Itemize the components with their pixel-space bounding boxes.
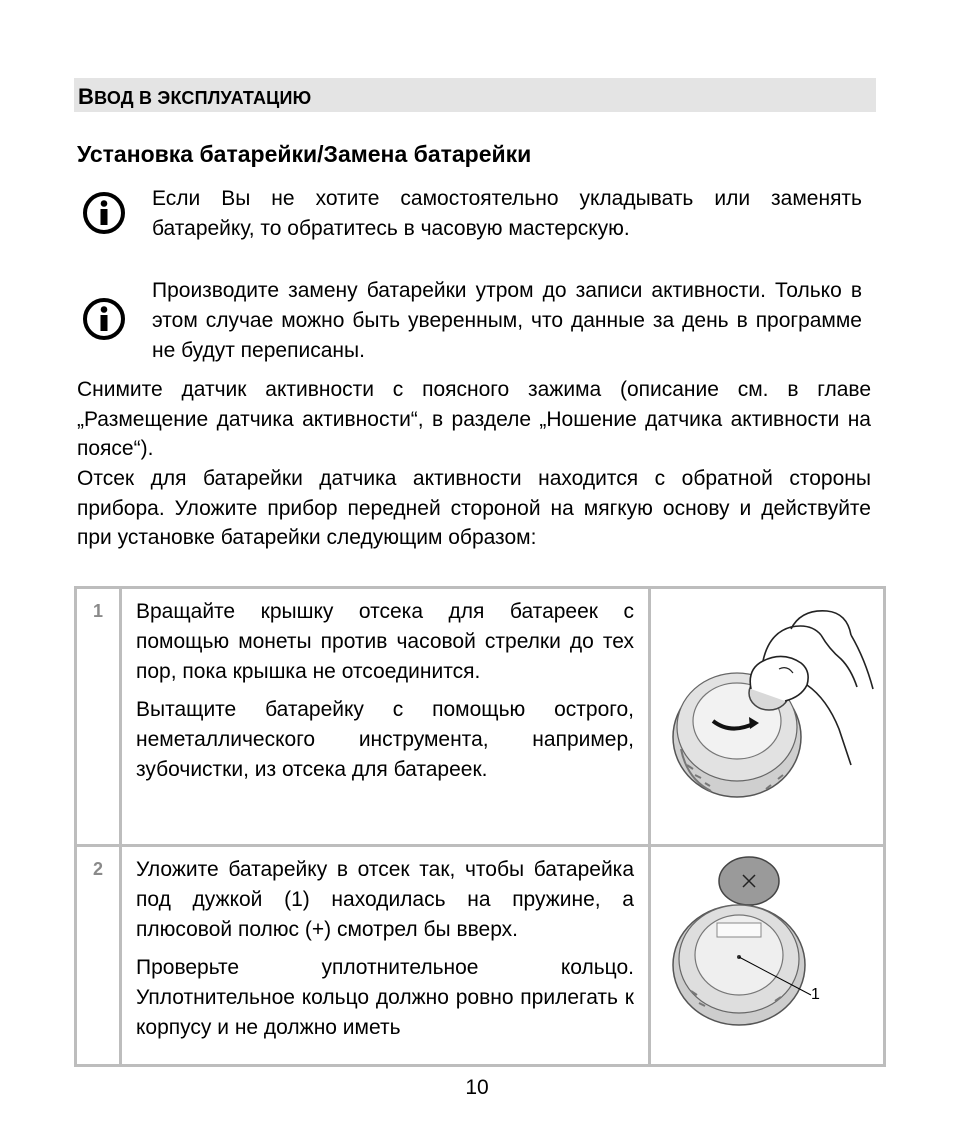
page-number: 10 <box>465 1076 489 1099</box>
step-image-cell <box>650 588 885 846</box>
info-icon <box>82 191 126 235</box>
step-instruction: Проверьте уплотнительное кольцо. Уплотнительное кольцо должно ровно прилегать к корпусу и не должно иметь <box>136 956 634 1039</box>
step-number: 1 <box>76 588 121 846</box>
step-instruction: Вращайте крышку отсека для батареек с помощью монеты против часовой стрелки до тех пор, пока крышка не отсоединится. <box>136 600 634 683</box>
section-title <box>78 84 311 110</box>
step-text <box>121 846 650 1066</box>
step-instruction: Вытащите батарейку с помощью острого, неметаллического инструмента, например, зубочистки, из отсека для батареек. <box>136 698 634 781</box>
step-instruction: Уложите батарейку в отсек так, чтобы батарейка под дужкой (1) находилась на пружине, а плюсовой полюс (+) смотрел бы вверх. <box>136 858 634 941</box>
table-row <box>76 588 885 846</box>
info-note-1: Если Вы не хотите самостоятельно укладывать или заменять батарейку, то обратитесь в часовую мастерскую. <box>152 187 862 240</box>
table-row <box>76 846 885 1066</box>
paragraph-battery-compartment: Отсек для батарейки датчика активности находится с обратной стороны прибора. Уложите прибор передней стороной на мягкую основу и действуйте при установке батарейки следующим образом: <box>77 467 871 549</box>
section-header-bar <box>74 78 876 112</box>
step-text <box>121 588 650 846</box>
section-title-rest: ВОД В ЭКСПЛУАТАЦИЮ <box>94 88 312 108</box>
steps-table <box>74 586 886 1067</box>
info-icon <box>82 297 126 341</box>
step-image-cell <box>650 846 885 1066</box>
section-title-initial: В <box>78 84 95 109</box>
hand-rotating-cover-illustration <box>651 589 883 839</box>
callout-label: 1 <box>811 986 820 1003</box>
step-number: 2 <box>76 846 121 1066</box>
subheading: Установка батарейки/Замена батарейки <box>77 141 532 167</box>
paragraph-remove-clip: Снимите датчик активности с поясного зажима (описание см. в главе „Размещение датчика активности“, в разделе „Ношение датчика активности на поясе“). <box>77 378 871 460</box>
info-note-2: Производите замену батарейки утром до записи активности. Только в этом случае можно быть уверенным, что данные за день в программе не будут переписаны. <box>152 279 862 362</box>
battery-compartment-illustration <box>651 847 883 1059</box>
